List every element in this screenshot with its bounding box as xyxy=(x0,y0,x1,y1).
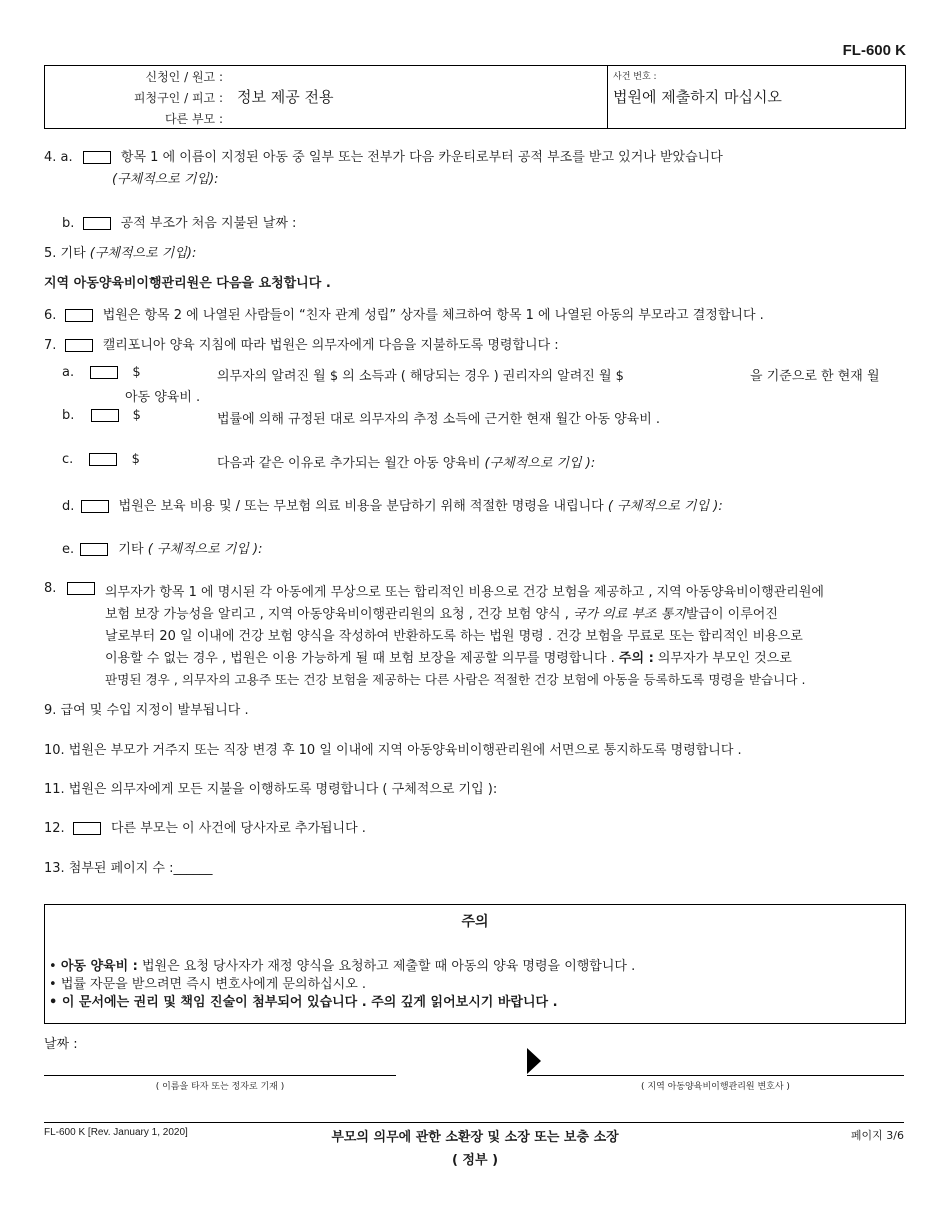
item-8-line-3: 날로부터 20 일 이내에 건강 보험 양식을 작성하여 반환하도록 하는 법원 명령 . 건강 보험을 무료로 또는 합리적인 비용으로 xyxy=(105,629,803,644)
item-8 xyxy=(44,581,95,596)
item-10: 10. 법원은 부모가 거주지 또는 직장 변경 후 10 일 이내에 지역 아동양육비이행관리원에 서면으로 통지하도록 명령합니다 . xyxy=(44,743,742,758)
item-13: 13. 첨부된 페이지 수 :______ xyxy=(44,861,213,876)
case-number-label: 사건 번호 : xyxy=(613,72,657,82)
item-7d xyxy=(62,495,723,514)
item-7a-text: 의무자의 알려진 월 $ 의 소득과 ( 해당되는 경우 ) 권리자의 알려진 월 $ xyxy=(217,369,624,384)
item-11: 11. 법원은 의무자에게 모든 지불을 이행하도록 명령합니다 ( 구체적으로 기입 ): xyxy=(44,782,498,797)
respondent-value: 정보 제공 전용 xyxy=(237,88,334,106)
item-4b-checkbox[interactable] xyxy=(83,217,111,230)
item-8-line-5: 판명된 경우 , 의무자의 고용주 또는 건강 보험을 제공하는 다른 사람은 적절한 건강 보험에 아동을 등록하도록 명령을 받습니다 . xyxy=(105,672,806,687)
notice-bullet-3: • 이 문서에는 권리 및 책임 진술이 첨부되어 있습니다 . 주의 깊게 읽어보시기 바랍니다 . xyxy=(49,995,558,1010)
item-6 xyxy=(44,304,764,323)
caption-box xyxy=(44,65,906,129)
footer-rule xyxy=(44,1122,904,1123)
item-7d-specify: ( 구체적으로 기입 ): xyxy=(607,499,723,514)
notice-bullet-3-text: 이 문서에는 권리 및 책임 진술이 첨부되어 있습니다 . 주의 깊게 읽어보시기 바랍니다 . xyxy=(61,995,558,1010)
item-8-line-1: 의무자가 항목 1 에 명시된 각 아동에게 무상으로 또는 합리적인 비용으로 건강 보험을 제공하고 , 지역 아동양육비이행관리원에 xyxy=(105,585,824,600)
notice-box xyxy=(44,904,906,1024)
item-7a-checkbox[interactable] xyxy=(90,366,118,379)
item-7c-dollar: $ xyxy=(131,452,140,467)
item-4a-checkbox[interactable] xyxy=(83,151,111,164)
item-4b-number: b. xyxy=(62,216,75,231)
item-7c-checkbox[interactable] xyxy=(89,453,117,466)
item-4b-text: 공적 부조가 처음 지불된 날짜 : xyxy=(120,216,297,231)
item-7d-number: d. xyxy=(62,499,75,514)
item-7 xyxy=(44,334,559,353)
item-7b-text: 법률에 의해 규정된 대로 의무자의 추정 소득에 근거한 현재 월간 아동 양육비 . xyxy=(217,412,661,427)
item-7e-specify: ( 구체적으로 기입 ): xyxy=(147,542,263,557)
attorney-caption: ( 지역 아동양육비이행관리원 변호사 ) xyxy=(641,1082,790,1092)
item-5-specify: (구체적으로 기입): xyxy=(89,246,197,261)
item-4a-specify: (구체적으로 기입): xyxy=(112,172,219,187)
notice-bullet-1-text: 법원은 요청 당사자가 재정 양식을 요청하고 제출할 때 아동의 양육 명령을 이행합니다 . xyxy=(142,959,636,974)
item-12-number: 12. xyxy=(44,821,65,836)
item-5-text: 5. 기타 xyxy=(44,246,86,261)
item-6-text: 법원은 항목 2 에 나열된 사람들이 “친자 관계 성립” 상자를 체크하여 항목 1 에 나열된 아동의 부모라고 결정합니다 . xyxy=(102,308,764,323)
item-7a-dollar: $ xyxy=(132,365,141,380)
item-8-line-2b: 국가 의료 부조 통지 xyxy=(572,607,686,622)
item-7e-number: e. xyxy=(62,542,75,557)
item-8-line-4 xyxy=(105,647,792,666)
form-number: FL-600 K xyxy=(842,42,906,59)
item-7e-text: 기타 xyxy=(118,542,144,557)
item-8-line-4a: 이용할 수 없는 경우 , 법원은 이용 가능하게 될 때 보험 보장을 제공할 의무를 명령합니다 . xyxy=(105,651,615,666)
item-4a-number: 4. a. xyxy=(44,150,73,165)
item-7a-number: a. xyxy=(62,365,75,380)
item-4a-text: 항목 1 에 이름이 지정된 아동 중 일부 또는 전부가 다음 카운티로부터 공적 부조를 받고 있거나 받았습니다 xyxy=(120,150,723,165)
item-7-text: 캘리포니아 양육 지침에 따라 법원은 의무자에게 다음을 지불하도록 명령합니다 : xyxy=(102,338,559,353)
item-8-line-2 xyxy=(105,603,778,622)
item-8-line-2c: 발급이 이루어진 xyxy=(685,607,778,622)
item-7c-specify: (구체적으로 기입 ): xyxy=(484,456,596,471)
item-7e-checkbox[interactable] xyxy=(80,543,108,556)
item-7c-text xyxy=(217,452,595,471)
item-4b xyxy=(62,212,296,231)
item-7-number: 7. xyxy=(44,338,57,353)
item-7b-checkbox[interactable] xyxy=(91,409,119,422)
form-revision: FL-600 K [Rev. January 1, 2020] xyxy=(44,1127,188,1138)
item-4a xyxy=(44,146,723,165)
item-8-line-4c: 의무자가 부모인 것으로 xyxy=(657,651,792,666)
respondent-label: 피청구인 / 피고 : xyxy=(133,91,223,105)
item-7c xyxy=(62,452,140,467)
item-7b-number: b. xyxy=(62,408,75,423)
item-7c-number: c. xyxy=(62,452,74,467)
item-12-checkbox[interactable] xyxy=(73,822,101,835)
item-8-checkbox[interactable] xyxy=(67,582,95,595)
item-7d-checkbox[interactable] xyxy=(81,500,109,513)
item-7a-text-3: 아동 양육비 . xyxy=(125,390,201,405)
item-7b-dollar: $ xyxy=(132,408,141,423)
item-7c-label: 다음과 같은 이유로 추가되는 월간 아동 양육비 xyxy=(217,456,481,471)
page-number: 페이지 3/6 xyxy=(850,1129,904,1142)
item-8-number: 8. xyxy=(44,581,57,596)
item-8-line-4b: 주의 : xyxy=(618,651,654,666)
item-6-checkbox[interactable] xyxy=(65,309,93,322)
other-parent-label: 다른 부모 : xyxy=(164,112,223,126)
footer-subtitle: ( 정부 ) xyxy=(451,1153,499,1168)
notice-bullet-2-text: 법률 자문을 받으려면 즉시 변호사에게 문의하십시오 . xyxy=(60,977,367,992)
caption-divider xyxy=(607,66,608,128)
item-5 xyxy=(44,242,196,261)
item-7a xyxy=(62,365,141,380)
item-7e xyxy=(62,538,263,557)
item-12 xyxy=(44,817,366,836)
item-9: 9. 급여 및 수입 지정이 발부됩니다 . xyxy=(44,703,249,718)
item-7b xyxy=(62,408,141,423)
notice-bullet-1: • 아동 양육비 : 법원은 요청 당사자가 재정 양식을 요청하고 제출할 때 아동의 양육 명령을 이행합니다 . xyxy=(49,959,636,974)
petitioner-label: 신청인 / 원고 : xyxy=(145,70,223,84)
item-8-line-2a: 보험 보장 가능성을 알리고 , 지역 아동양육비이행관리원의 요청 , 건강 보험 양식 , xyxy=(105,607,569,622)
notice-bullet-1-bold: 아동 양육비 : xyxy=(60,959,138,974)
date-label: 날짜 : xyxy=(44,1037,78,1052)
item-7d-text: 법원은 보육 비용 및 / 또는 무보험 의료 비용을 분담하기 위해 적절한 명령을 내립니다 xyxy=(118,499,604,514)
footer-title: 부모의 의무에 관한 소환장 및 소장 또는 보충 소장 xyxy=(331,1130,619,1145)
name-line[interactable] xyxy=(44,1075,396,1076)
notice-bullet-2: • 법률 자문을 받으려면 즉시 변호사에게 문의하십시오 . xyxy=(49,977,367,992)
case-number-value: 법원에 제출하지 마십시오 xyxy=(613,88,782,106)
item-12-text: 다른 부모는 이 사건에 당사자로 추가됩니다 . xyxy=(110,821,366,836)
signature-line[interactable] xyxy=(527,1075,904,1076)
item-7a-text-2: 을 기준으로 한 현재 월 xyxy=(750,369,880,384)
item-7-checkbox[interactable] xyxy=(65,339,93,352)
notice-title: 주의 xyxy=(461,914,489,930)
item-6-number: 6. xyxy=(44,308,57,323)
signature-arrow-icon xyxy=(527,1048,543,1074)
name-caption: ( 이름을 타자 또는 정자로 기재 ) xyxy=(155,1082,285,1092)
request-heading: 지역 아동양육비이행관리원은 다음을 요청합니다 . xyxy=(44,276,331,291)
